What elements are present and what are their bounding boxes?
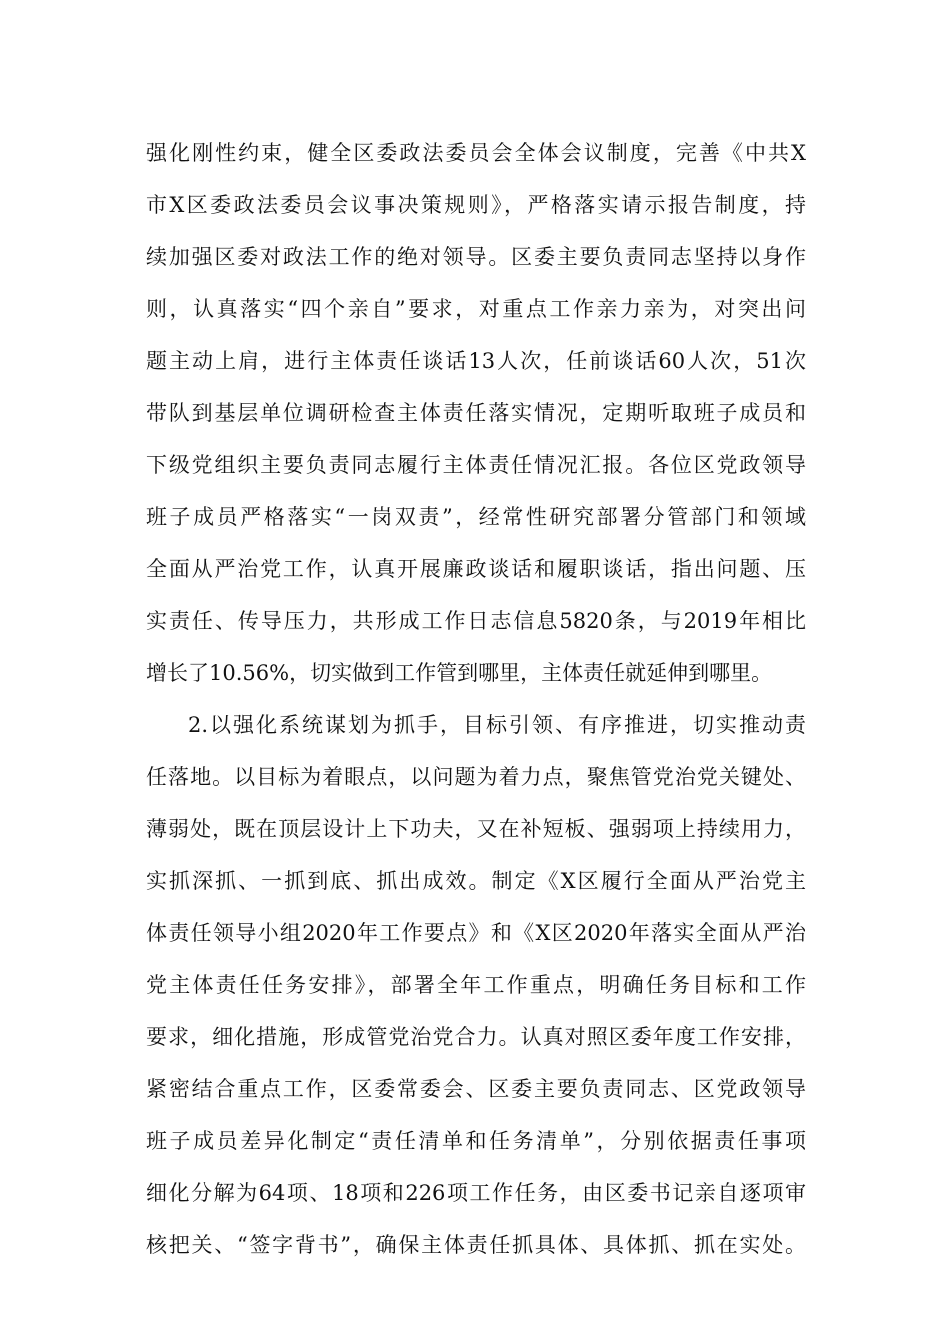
text-line: 则，认真落实“四个亲自”要求，对重点工作亲力亲为，对突出问 (146, 297, 806, 321)
text-line: 实责任、传导压力，共形成工作日志信息5820条，与2019年相比 (146, 609, 806, 633)
text-line: 市X区委政法委员会议事决策规则》，严格落实请示报告制度，持 (146, 193, 806, 217)
body-text (146, 127, 806, 1271)
text-line: 体责任领导小组2020年工作要点》和《X区2020年落实全面从严治 (146, 921, 806, 945)
text-line: 带队到基层单位调研检查主体责任落实情况，定期听取班子成员和 (146, 401, 806, 425)
text-line: 强化刚性约束，健全区委政法委员会全体会议制度，完善《中共X (146, 141, 806, 165)
text-line: 党主体责任任务安排》，部署全年工作重点，明确任务目标和工作 (146, 973, 806, 997)
text-line: 班子成员差异化制定“责任清单和任务清单”，分别依据责任事项 (146, 1129, 806, 1153)
text-line: 任落地。以目标为着眼点，以问题为着力点，聚焦管党治党关键处、 (146, 765, 806, 789)
text-line: 细化分解为64项、18项和226项工作任务，由区委书记亲自逐项审 (146, 1181, 806, 1205)
text-line: 班子成员严格落实“一岗双责”，经常性研究部署分管部门和领域 (146, 505, 806, 529)
text-line: 续加强区委对政法工作的绝对领导。区委主要负责同志坚持以身作 (146, 245, 806, 269)
text-line: 全面从严治党工作，认真开展廉政谈话和履职谈话，指出问题、压 (146, 557, 806, 581)
text-line: 紧密结合重点工作，区委常委会、区委主要负责同志、区党政领导 (146, 1077, 806, 1101)
text-line: 增长了10.56%，切实做到工作管到哪里，主体责任就延伸到哪里。 (146, 661, 773, 685)
text-line: 核把关、“签字背书”，确保主体责任抓具体、具体抓、抓在实处。 (146, 1233, 806, 1257)
text-line: 薄弱处，既在顶层设计上下功夫，又在补短板、强弱项上持续用力， (146, 817, 806, 841)
text-line: 下级党组织主要负责同志履行主体责任情况汇报。各位区党政领导 (146, 453, 806, 477)
text-line: 2.以强化系统谋划为抓手，目标引领、有序推进，切实推动责 (188, 713, 806, 737)
text-line: 要求，细化措施，形成管党治党合力。认真对照区委年度工作安排， (146, 1025, 806, 1049)
text-line: 实抓深抓、一抓到底、抓出成效。制定《X区履行全面从严治党主 (146, 869, 806, 893)
text-line: 题主动上肩，进行主体责任谈话13人次，任前谈话60人次，51次 (146, 349, 806, 373)
